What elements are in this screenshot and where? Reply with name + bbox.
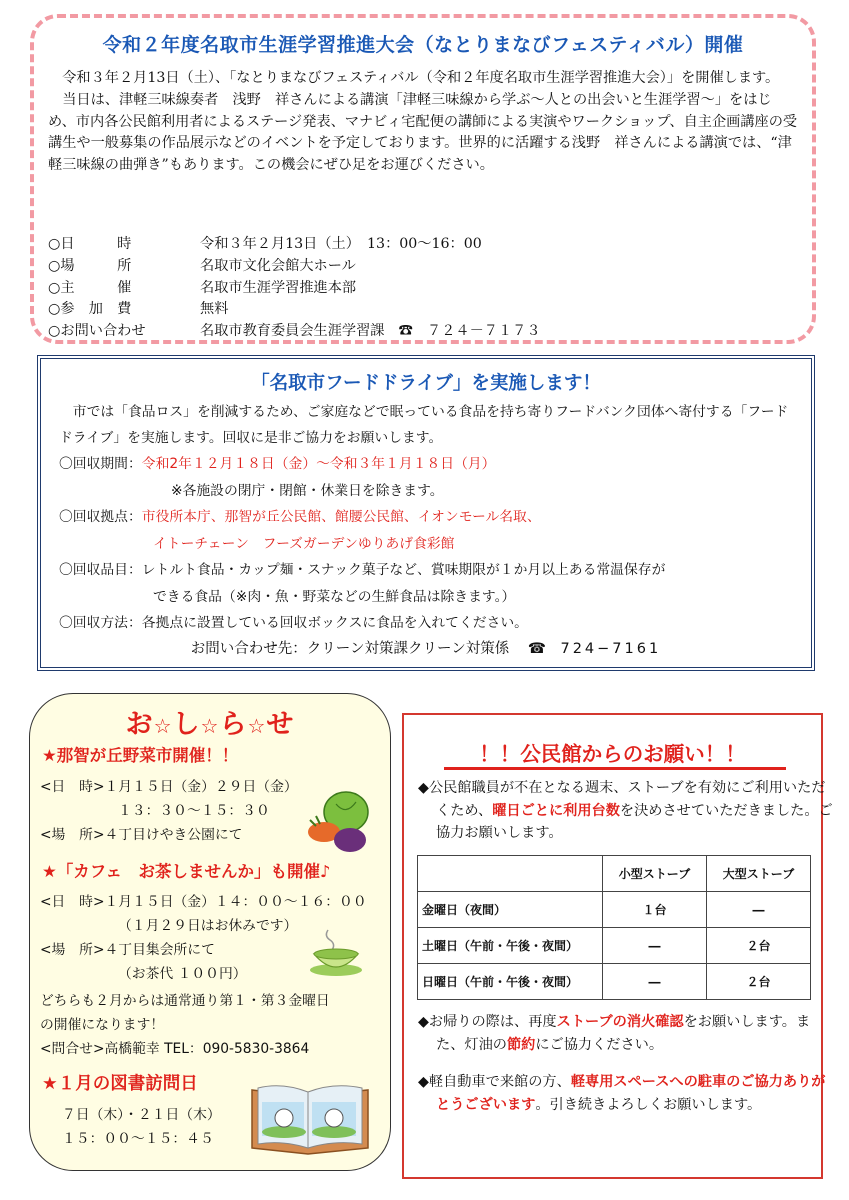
cafe-line: （お茶代 １００円） — [118, 966, 247, 982]
schedule-line: の開催になります！ — [40, 1017, 165, 1033]
market-line: <場 所>４丁目けやき公園にて — [40, 827, 243, 843]
festival-title: 令和２年度名取市生涯学習推進大会（なとりまなびフェスティバル）開催 — [102, 34, 744, 56]
table-header-row: 小型ストーブ 大型ストーブ — [418, 856, 811, 892]
food-drive-section — [37, 355, 815, 671]
star-icon: ☆ — [153, 714, 173, 738]
collection-method: 〇回収方法：各拠点に設置している回収ボックスに食品を入れてください。 — [59, 615, 528, 631]
diamond-bullet-icon: ◆ — [418, 1014, 429, 1030]
detail-row: ○日 時 令和３年２月13日（土） 13：00～16：00 — [48, 236, 482, 252]
tea-cup-illustration — [306, 924, 366, 978]
request-section — [402, 713, 833, 1179]
collection-items: 〇回収品目：レトルト食品・カップ麺・スナック菓子など、賞味期限が１か月以上ある常温保存が — [59, 562, 666, 578]
notice-section — [29, 693, 391, 1171]
collection-items-2: できる食品（※肉・魚・野菜などの生鮮食品は除きます。） — [153, 588, 516, 605]
request-paragraph-2: ◆お帰りの際は、再度ストーブの消火確認をお願いします。また、灯油の節約にご協力ください。 — [418, 1014, 811, 1053]
phone-icon: ☎ — [527, 641, 546, 657]
market-line: <日 時>１月１５日（金）２９日（金） — [40, 779, 298, 795]
detail-row: ○場 所 名取市文化会館大ホール — [48, 257, 356, 274]
schedule-line: どちらも２月からは通常通り第１・第３金曜日 — [40, 993, 330, 1009]
market-line: １３：３０～１５：３０ — [118, 803, 270, 819]
library-heading: ★１月の図書訪問日 — [42, 1074, 198, 1094]
table-row: 金曜日（夜間） １台 ― — [418, 892, 811, 928]
cafe-line: <日 時>１月１５日（金）１４：００～１６：００ — [40, 894, 367, 910]
food-drive-intro: 市では「食品ロス」を削減するため、ご家庭などで眠っている食品を持ち寄りフードバンク団体へ寄付する「フードドライブ」を実施します。回収に是非ご協力をお願いします。 — [59, 404, 789, 446]
table-row: 日曜日（午前・午後・夜間） ― ２台 — [418, 964, 811, 1000]
festival-section — [30, 14, 816, 344]
stove-table — [417, 855, 811, 1000]
notice-title: お☆し☆ら☆せ — [125, 709, 295, 740]
market-heading: ★那智が丘野菜市開催！！ — [42, 746, 239, 765]
library-line: １５：００～１５：４５ — [62, 1131, 214, 1147]
cafe-heading: ★「カフェ お茶しませんか」も開催♪ — [42, 862, 331, 881]
title-underline — [444, 767, 786, 770]
collection-period: 〇回収期間：令和2年１２月１８日（金）～令和３年１月１８日（月） — [59, 456, 496, 472]
food-drive-body — [59, 399, 801, 637]
food-drive-contact: お問い合わせ先：クリーン対策課クリーン対策係 ☎ 724−7161 — [190, 641, 662, 657]
request-title: ！！公民館からのお願い！！ — [479, 742, 746, 766]
vegetable-illustration — [306, 786, 370, 856]
table-row: 土曜日（午前・午後・夜間） ― ２台 — [418, 928, 811, 964]
collection-sites-2: イトーチェーン フーズガーデンゆりあげ食彩館 — [153, 535, 455, 552]
detail-row: ○お問い合わせ 名取市教育委員会生涯学習課 ☎ ７２４－７１７３ — [48, 323, 541, 340]
detail-row: ○主 催 名取市生涯学習推進本部 — [48, 279, 357, 296]
festival-body — [48, 68, 798, 177]
diamond-bullet-icon: ◆ — [418, 780, 429, 796]
cafe-line: <場 所>４丁目集会所にて — [40, 942, 215, 958]
diamond-bullet-icon: ◆ — [418, 1074, 429, 1090]
food-drive-title: 「名取市フードドライブ」を実施します！ — [251, 373, 601, 394]
library-line: ７日（木）・２１日（木） — [62, 1107, 221, 1123]
star-icon: ☆ — [247, 714, 267, 738]
book-illustration — [248, 1078, 372, 1156]
contact-line: <問合せ>高橋範幸 TEL：090-5830-3864 — [40, 1041, 310, 1057]
festival-details — [48, 234, 541, 343]
cafe-line: （１月２９日はお休みです） — [118, 918, 298, 934]
detail-row: ○参 加 費 無料 — [48, 301, 229, 318]
request-paragraph-3: ◆軽自動車で来館の方、軽専用スペースへの駐車のご協力ありがとうございます。引き続きよろしくお願いします。 — [418, 1074, 826, 1113]
request-paragraph-1: ◆公民館職員が不在となる週末、ストーブを有効にご利用いただくため、曜日ごとに利用台数を決めさせていただきました。ご協力お願いします。 — [418, 780, 833, 841]
collection-sites: 〇回収拠点：市役所本庁、那智が丘公民館、館腰公民館、イオンモール名取、 — [59, 509, 541, 525]
period-note: ※各施設の閉庁・閉館・休業日を除きます。 — [171, 482, 444, 499]
festival-paragraph: 当日は、津軽三味線奏者 浅野 祥さんによる講演「津軽三味線から学ぶ～人との出会いと生涯学習～」をはじめ、市内各公民館利用者によるステージ発表、マナビィ宅配便の講師による実演やワークショップ、自主企画講座の受講生や一般募集の作品展示などのイベントを予定しております。世界的に活躍する浅野 祥さんによる講演では、“津軽三味線の曲弾き”もあります。この機会にぜひ足をお運びください。 — [48, 91, 798, 174]
star-icon: ☆ — [200, 714, 220, 738]
festival-paragraph: 令和３年２月13日（土）、「なとりまなびフェスティバル（令和２年度名取市生涯学習推進大会）」を開催します。 — [62, 70, 780, 86]
